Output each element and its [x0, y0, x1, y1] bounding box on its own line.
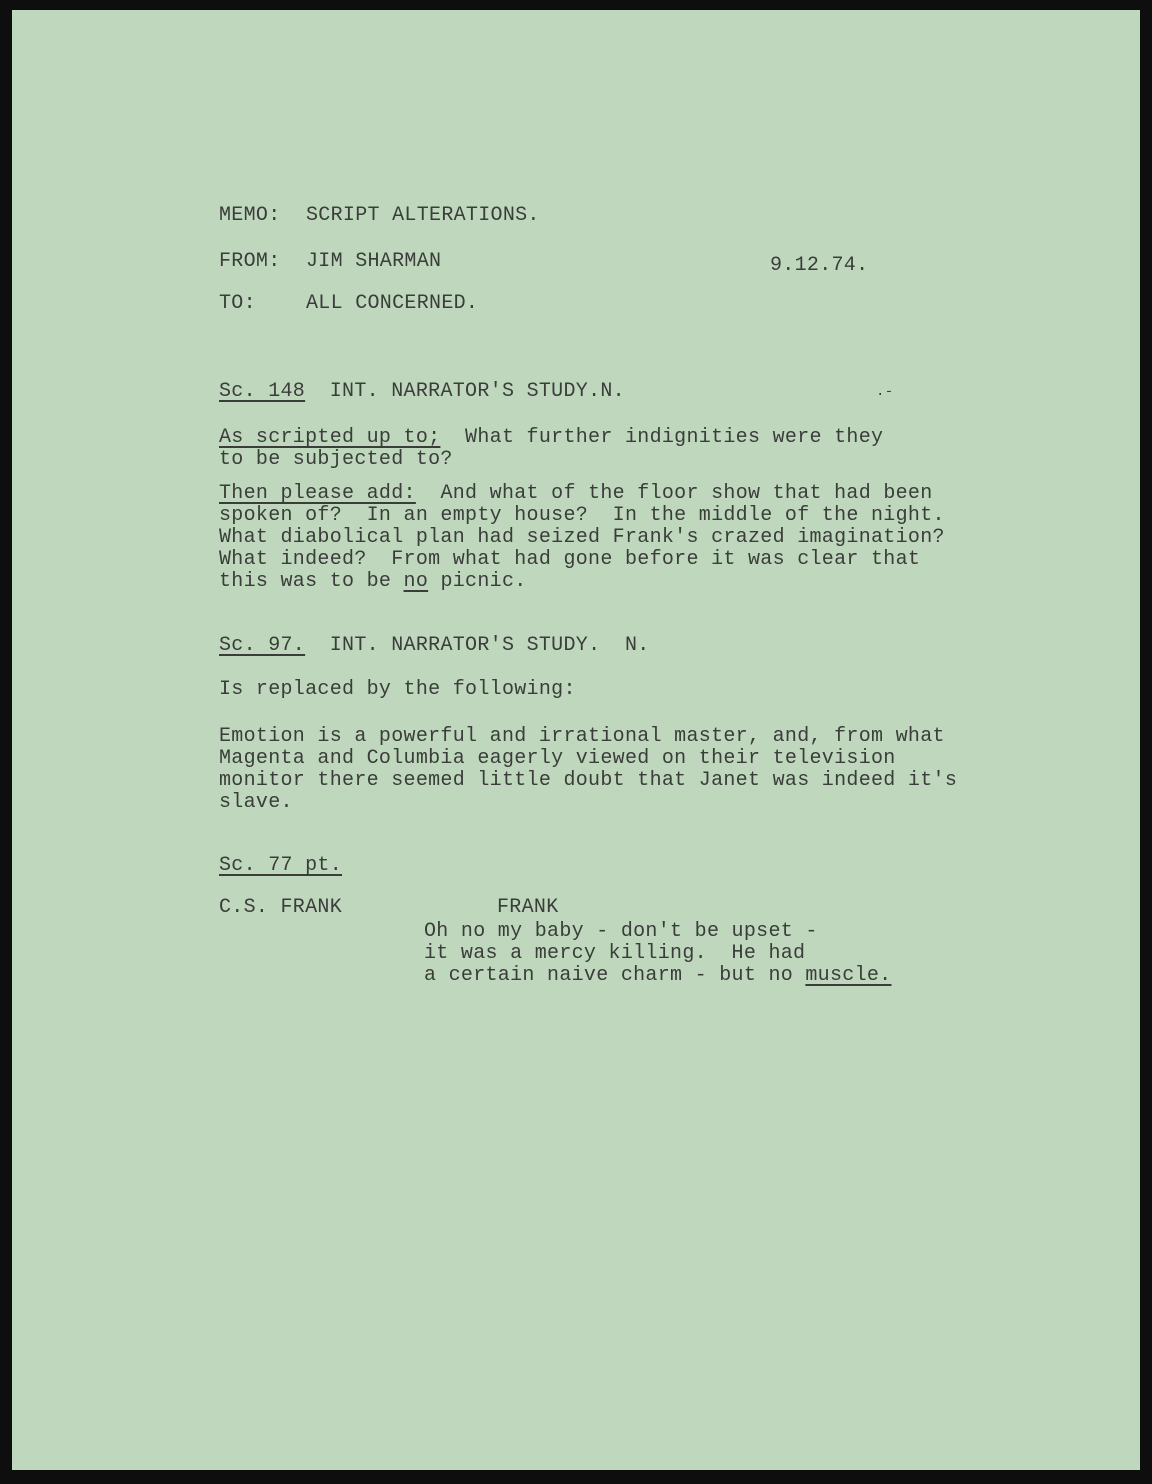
- sc97-line: monitor there seemed little doubt that Janet was indeed it's: [219, 769, 958, 792]
- sc97-heading-line: [219, 635, 650, 657]
- dialogue-line3-start: a certain naive charm - but no: [424, 964, 806, 987]
- add-line4: What indeed? From what had gone before it was clear that: [219, 548, 921, 571]
- to-value: ALL CONCERNED.: [306, 292, 479, 315]
- memo-subject: SCRIPT ALTERATIONS.: [306, 204, 540, 227]
- add-text: And what of the floor show that had been: [415, 482, 933, 505]
- sc97-intro: Is replaced by the following:: [219, 678, 576, 701]
- as-scripted-line: [219, 427, 883, 449]
- add-line5-end: picnic.: [428, 570, 527, 593]
- stray-mark: .-: [876, 384, 894, 400]
- sc148-heading: Sc. 148: [219, 380, 306, 403]
- sc77-shot: C.S. FRANK: [219, 896, 343, 919]
- add-label: Then please add:: [219, 482, 416, 505]
- sc77-character: FRANK: [497, 896, 559, 919]
- sc97-line: Emotion is a powerful and irrational master, and, from what: [219, 725, 945, 748]
- memo-date: 9.12.74.: [770, 254, 869, 277]
- sc148-heading-line: [219, 381, 625, 403]
- to-label: TO:: [219, 292, 256, 315]
- as-scripted-label: As scripted up to;: [219, 426, 441, 449]
- sc97-heading: Sc. 97.: [219, 634, 306, 657]
- add-line2: spoken of? In an empty house? In the middle of the night.: [219, 504, 945, 527]
- from-label: FROM:: [219, 250, 281, 273]
- sc148-title: INT. NARRATOR'S STUDY.N.: [329, 380, 625, 403]
- dialogue-line3-underlined: muscle.: [805, 964, 892, 987]
- as-scripted-text: What further indignities were they: [440, 426, 884, 449]
- dialogue-line: [424, 965, 892, 987]
- add-line3: What diabolical plan had seized Frank's crazed imagination?: [219, 526, 945, 549]
- sc97-title: INT. NARRATOR'S STUDY. N.: [329, 634, 650, 657]
- add-line1: [219, 483, 933, 505]
- add-line5-underlined: no: [403, 570, 429, 593]
- add-line5: [219, 571, 527, 593]
- dialogue-line: Oh no my baby - don't be upset -: [424, 920, 818, 943]
- as-scripted-line2: to be subjected to?: [219, 448, 453, 471]
- sc97-line: Magenta and Columbia eagerly viewed on their television: [219, 747, 896, 770]
- add-line5-start: this was to be: [219, 570, 404, 593]
- memo-label: MEMO:: [219, 204, 281, 227]
- sc77-heading: Sc. 77 pt.: [219, 854, 343, 877]
- sc97-line: slave.: [219, 791, 293, 814]
- dialogue-line: it was a mercy killing. He had: [424, 942, 806, 965]
- from-value: JIM SHARMAN: [306, 250, 442, 273]
